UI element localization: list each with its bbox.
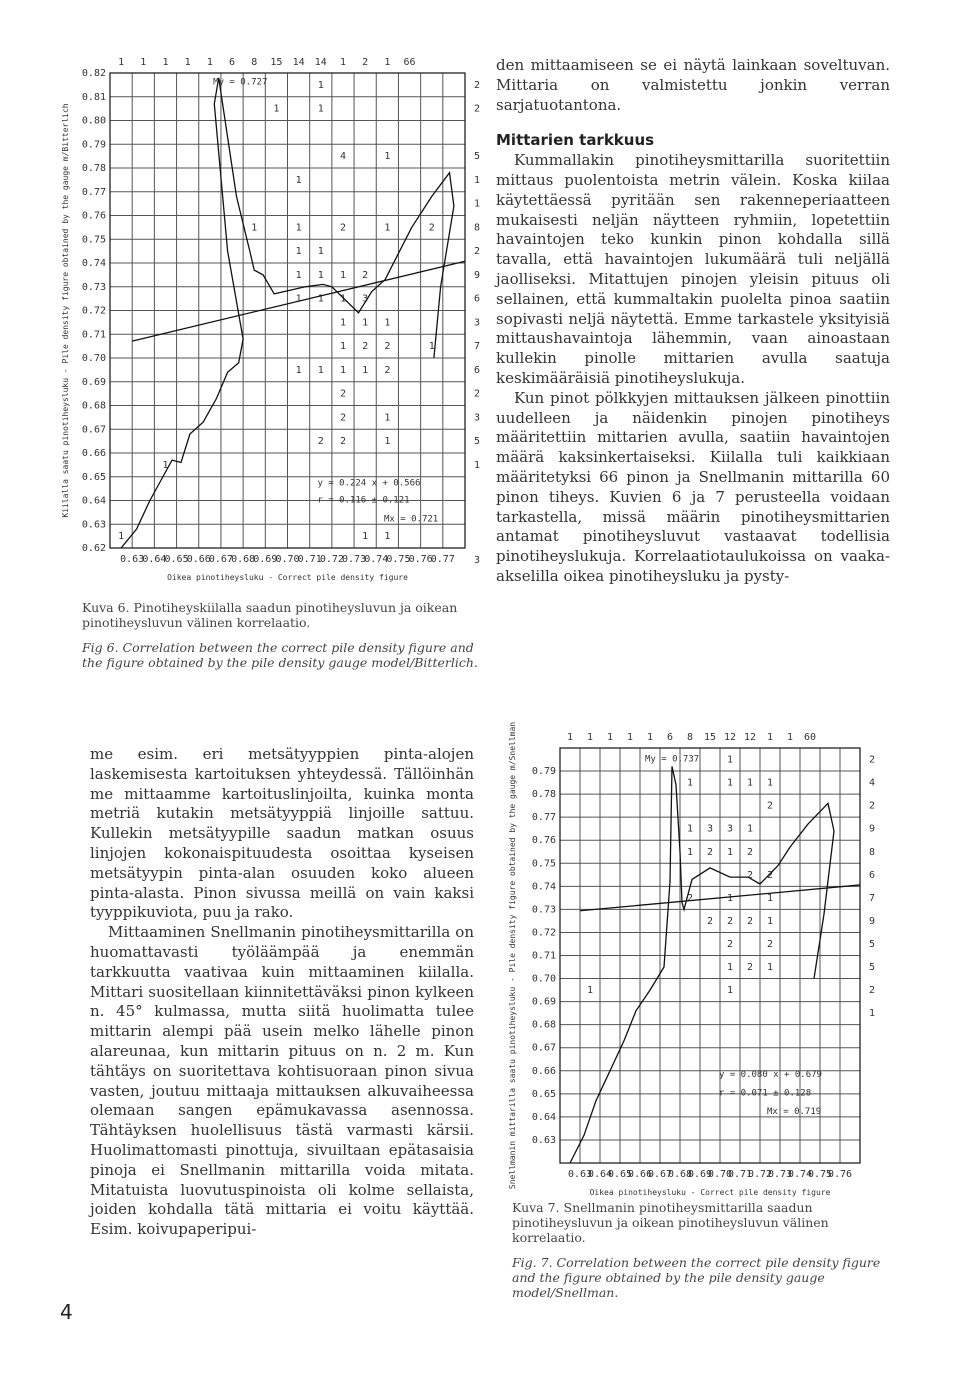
top-count: 1 [140, 57, 147, 68]
x-tick-label: 0.77 [430, 554, 455, 565]
cell-count: 1 [118, 531, 125, 543]
cell-count: 1 [317, 269, 324, 281]
cell-count: 1 [384, 317, 391, 329]
x-tick-label: 0.75 [386, 554, 411, 565]
cell-count: 2 [686, 892, 694, 904]
right-count: 7 [868, 892, 876, 904]
cell-count: 1 [339, 269, 346, 281]
top-count: 12 [743, 732, 757, 743]
top-count: 6 [666, 732, 674, 743]
cell-count: 1 [384, 151, 391, 163]
cell-count: 1 [317, 246, 324, 258]
stats-label: y = 0.224 x + 0.566 [317, 478, 421, 489]
right-count: 3 [473, 554, 481, 566]
x-tick-label: 0.69 [253, 554, 278, 565]
cell-count: 4 [339, 151, 346, 163]
top-count: 1 [162, 57, 169, 68]
cell-count: 1 [766, 915, 774, 927]
fig7-caption-fi: Kuva 7. Snellmanin pinotiheysmittarilla saadun pinotiheysluvun ja oikean pinotiheysluvun välinen korrelaatio. [512, 1200, 829, 1245]
y-tick-label: 0.79 [81, 139, 106, 151]
top-count: 14 [314, 57, 327, 68]
x-tick-label: 0.73 [767, 1169, 793, 1180]
cell-count: 1 [726, 892, 734, 904]
cell-count: 1 [384, 222, 391, 234]
right-paragraph-3: Kun pinot pölkkyjen mittauksen jälkeen pinottiin uudelleen ja näidenkin pinojen pinotiheys määritettiin mittarien avulla, saatiin havaintojen määrä kaksinkertaiseksi. Kiilalla tuli kaikkiaan määritetyksi 66 pinon ja Snellmanin mittarilla 60 pinon tiheys. Kuvien 6 ja 7 perusteella voidaan tarkastella, missä määrin pinotiheysmittarien antamat pinotiheysluvut vastaavat todellisia pinotiheyslukuja. Korrelaatiotaulukoissa on vaaka-akselilla oikea pinotiheysluku ja pysty- [496, 388, 890, 585]
y-tick-label: 0.74 [81, 258, 106, 269]
x-tick-label: 0.64 [142, 554, 167, 565]
top-count: 1 [206, 57, 213, 68]
cell-count: 1 [362, 531, 369, 543]
cell-count: 2 [362, 269, 369, 281]
top-count: 6 [229, 57, 236, 68]
x-tick-label: 0.68 [667, 1169, 693, 1180]
x-tick-label: 0.63 [567, 1169, 593, 1180]
stats-label: y = 0.080 x + 0.679 [719, 1070, 822, 1081]
cell-count: 1 [766, 962, 774, 974]
y-tick-label: 0.77 [81, 186, 106, 198]
right-count: 1 [868, 1008, 876, 1020]
cell-count: 2 [746, 962, 754, 974]
right-count: 2 [868, 985, 876, 997]
cell-count: 1 [428, 341, 435, 353]
cell-count: 2 [706, 915, 714, 927]
y-tick-label: 0.68 [81, 400, 106, 412]
cell-count: 1 [251, 222, 258, 234]
y-tick-label: 0.81 [81, 91, 106, 103]
left-paragraph-1: me esim. eri metsätyyppien pinta-alojen laskemisesta kartoituksen yhteydessä. Tällöinhän me mittaamme kartoituslinjoilta, kuinka monta metriä kutakin metsätyyppiä linjoille sattuu. Kullekin metsätyypille saadun matkan osuus linjojen kokonaispituudesta osoittaa kyseisen metsätyypin pinta-alan osuuden koko alueen pinta-alasta. Pinon sivussa meillä on vain kaksi tyyppikuviota, puu ja rako. [90, 745, 474, 922]
top-count: 1 [606, 732, 614, 743]
y-tick-label: 0.75 [81, 234, 106, 246]
right-count: 2 [473, 246, 481, 258]
y-tick-label: 0.64 [81, 495, 106, 507]
y-tick-label: 0.74 [531, 881, 556, 893]
top-count: 15 [270, 57, 283, 68]
x-tick-label: 0.72 [747, 1169, 773, 1180]
stats-label: r = 0.116 ± 0.121 [317, 495, 410, 506]
fig7-svg [505, 718, 905, 1198]
cell-count: 1 [295, 293, 302, 305]
mean-y-label: My = 0.737 [645, 754, 700, 765]
x-tick-label: 0.66 [627, 1169, 653, 1180]
x-tick-label: 0.74 [787, 1169, 813, 1180]
top-count: 1 [184, 57, 191, 68]
cell-count: 1 [726, 846, 734, 858]
cell-count: 1 [362, 317, 369, 329]
top-count: 60 [803, 732, 817, 743]
cell-count: 1 [686, 823, 694, 835]
cell-count: 1 [295, 174, 302, 186]
mean-y-label: My = 0.727 [213, 77, 268, 88]
cell-count: 2 [339, 222, 346, 234]
right-count: 5 [473, 151, 481, 163]
cell-count: 1 [317, 103, 324, 115]
x-axis-label: Oikea pinotiheysluku - Correct pile density figure [589, 1188, 831, 1197]
cell-count: 3 [706, 823, 714, 835]
fig6-chart [60, 40, 480, 600]
section-heading: Mittarien tarkkuus [496, 131, 655, 150]
y-tick-label: 0.66 [81, 448, 106, 459]
fig7-caption-en: Fig. 7. Correlation between the correct pile density figure and the figure obtained by the pile density gauge model/Snellman. [512, 1255, 881, 1300]
x-tick-label: 0.68 [231, 554, 256, 565]
stats-label: r = 0.071 ± 0.128 [719, 1088, 812, 1099]
cell-count: 1 [339, 317, 346, 329]
y-tick-label: 0.72 [81, 305, 106, 317]
cell-count: 2 [726, 915, 734, 927]
fig7-chart [505, 718, 905, 1198]
x-tick-label: 0.64 [587, 1169, 613, 1180]
y-tick-label: 0.71 [81, 329, 106, 341]
fig7-caption [512, 1200, 902, 1300]
y-tick-label: 0.62 [81, 543, 106, 554]
cell-count: 2 [317, 436, 324, 448]
y-tick-label: 0.63 [531, 1134, 556, 1146]
right-count: 4 [868, 777, 876, 789]
x-tick-label: 0.65 [164, 554, 189, 565]
cell-count: 1 [273, 103, 280, 115]
cell-count: 2 [428, 222, 435, 234]
fig6-caption-en: Fig 6. Correlation between the correct pile density figure and the figure obtained by the pile density gauge model/Bitterlich. [82, 640, 478, 670]
x-tick-label: 0.72 [319, 554, 344, 565]
cell-count: 2 [339, 436, 346, 448]
cell-count: 1 [726, 777, 734, 789]
x-tick-label: 0.74 [364, 554, 389, 565]
cell-count: 2 [384, 341, 391, 353]
cell-count: 1 [295, 246, 302, 258]
cell-count: 1 [686, 777, 694, 789]
cell-count: 1 [339, 293, 346, 305]
right-count: 7 [473, 341, 481, 353]
top-count: 1 [339, 57, 346, 68]
left-paragraph-2: Mittaaminen Snellmanin pinotiheysmittarilla on huomattavasti työläämpää ja enemmän tarkkuutta vaativaa kuin mittaaminen kiilalla. Mittari suositellaan kiinnitettäväksi pinon kylkeen n. 45° kulmassa, mutta siitä huolimatta tulee mittarin alempi pää usein melko lähelle pinon alareunaa, kun mittarin pituus on n. 2 m. Kun tähtäys on suoritettava kohtisuoraan pinon sivua vasten, joutuu mittaaja mittauksen alkuvaiheessa olemaan sangen epämukavassa asennossa. Tähtäyksen huolellisuus tästä varmasti kärsii. Huolimattomasti pinottuja, sivuiltaan epätasaisia pinoja ei Snellmanin mittarilla voida mitata. Mitatuista luovutuspinoista oli kolme sellaista, joiden kohdalla tätä mittaria ei voitu käyttää. Esim. koivupaperipui- [90, 923, 474, 1239]
x-tick-label: 0.66 [186, 554, 211, 565]
x-tick-label: 0.67 [647, 1169, 673, 1180]
y-tick-label: 0.67 [81, 424, 106, 436]
cell-count: 1 [726, 962, 734, 974]
y-tick-label: 0.71 [531, 950, 556, 962]
x-tick-label: 0.70 [707, 1169, 733, 1180]
stats-label: Mx = 0.719 [767, 1107, 822, 1118]
cell-count: 1 [339, 364, 346, 376]
right-count: 8 [473, 222, 481, 234]
top-count: 8 [686, 732, 694, 743]
top-count: 1 [566, 732, 574, 743]
stats-label: Mx = 0.721 [384, 514, 439, 525]
cell-count: 1 [295, 222, 302, 234]
y-tick-label: 0.77 [531, 812, 556, 824]
cell-count: 2 [726, 938, 734, 950]
cell-count: 1 [362, 364, 369, 376]
x-tick-label: 0.65 [607, 1169, 633, 1180]
y-axis-label: Snellmanin mittarilla saatu pinotiheysluku - Pile density figure obtained by the gauge m/Snellman [508, 721, 517, 1190]
y-tick-label: 0.69 [81, 376, 106, 388]
y-tick-label: 0.82 [81, 68, 106, 79]
right-count: 2 [473, 79, 481, 91]
y-tick-label: 0.78 [81, 163, 106, 174]
cell-count: 1 [746, 777, 754, 789]
right-count: 9 [868, 915, 876, 927]
cell-count: 1 [317, 79, 324, 91]
cell-count: 2 [746, 846, 754, 858]
right-count: 6 [473, 293, 481, 305]
cell-count: 1 [746, 823, 754, 835]
y-tick-label: 0.67 [531, 1042, 556, 1054]
right-count: 1 [473, 174, 481, 186]
top-count: 1 [626, 732, 634, 743]
y-tick-label: 0.73 [531, 904, 556, 916]
mean-curve [570, 766, 834, 1163]
right-paragraph-2: Kummallakin pinotiheysmittarilla suoritettiin mittaus puolentoista metrin välein. Koska kiilaa käytettäessä pyritään sen rakenneperiaatteen mukaisesti neljän näytteen ryhmiin, lopetettiin havaintojen teko kunkin pinon kohdalla sillä tavalla, että havaintojen lukumäärä tuli neljällä jaolliseksi. Mitattujen pinojen yleisin pituus oli sellainen, että kummaltakin puolelta pinoa saatiin sopivasti neljä näytettä. Emme tarkastele yksityisiä mittaushavaintoja lähemmin, vaan ainoastaan kullekin pinolle mittarien avulla saatuja keskimääräisiä pinotiheyslukuja. [496, 151, 890, 387]
right-column-text [496, 56, 890, 587]
fig6-caption-fi: Kuva 6. Pinotiheyskiilalla saadun pinotiheysluvun ja oikean pinotiheysluvun välinen korrelaatio. [82, 600, 458, 630]
y-tick-label: 0.69 [531, 996, 556, 1008]
y-tick-label: 0.78 [531, 789, 556, 801]
top-count: 12 [723, 732, 737, 743]
top-count: 1 [786, 732, 794, 743]
right-count: 5 [868, 938, 876, 950]
y-axis-label: Kiilalla saatu pinotiheysluku - Pile density figure obtained by the gauge m/Bitterlich [61, 103, 70, 518]
top-count: 1 [586, 732, 594, 743]
right-count: 9 [473, 269, 481, 281]
top-count: 2 [362, 57, 369, 68]
right-count: 1 [473, 459, 481, 471]
cell-count: 1 [766, 777, 774, 789]
cell-count: 1 [339, 341, 346, 353]
top-count: 8 [251, 57, 258, 68]
cell-count: 1 [726, 754, 734, 766]
y-tick-label: 0.63 [81, 519, 106, 531]
y-tick-label: 0.75 [531, 858, 556, 870]
y-tick-label: 0.76 [531, 835, 556, 847]
cell-count: 2 [746, 915, 754, 927]
cell-count: 2 [362, 341, 369, 353]
x-tick-label: 0.73 [342, 554, 367, 565]
right-count: 6 [473, 364, 481, 376]
x-tick-label: 0.63 [120, 554, 145, 565]
right-count: 1 [473, 198, 481, 210]
grid [560, 748, 860, 1163]
y-tick-label: 0.65 [81, 471, 106, 483]
cell-count: 1 [686, 846, 694, 858]
x-tick-label: 0.76 [408, 554, 433, 565]
right-count: 5 [473, 436, 481, 448]
x-tick-label: 0.67 [208, 554, 233, 565]
cell-count: 3 [726, 823, 734, 835]
page-number: 4 [60, 1300, 73, 1324]
left-column-text [90, 745, 474, 1240]
fig6-caption [82, 600, 482, 670]
cell-count: 2 [746, 869, 754, 881]
x-tick-label: 0.70 [275, 554, 300, 565]
top-count: 14 [292, 57, 305, 68]
top-count: 66 [403, 57, 416, 68]
right-count: 2 [868, 800, 876, 812]
y-tick-label: 0.72 [531, 927, 556, 939]
right-count: 3 [473, 317, 481, 329]
right-count: 5 [868, 962, 876, 974]
cell-count: 1 [384, 436, 391, 448]
right-count: 2 [473, 103, 481, 115]
cell-count: 1 [766, 892, 774, 904]
y-tick-label: 0.80 [81, 115, 106, 127]
top-count: 1 [118, 57, 125, 68]
fig6-svg [60, 40, 480, 600]
cell-count: 1 [295, 269, 302, 281]
cell-count: 2 [766, 800, 774, 812]
cell-count: 2 [339, 412, 346, 424]
cell-count: 3 [362, 293, 369, 305]
y-tick-label: 0.68 [531, 1019, 556, 1031]
cell-count: 1 [384, 412, 391, 424]
y-tick-label: 0.76 [81, 210, 106, 222]
cell-count: 2 [339, 388, 346, 400]
cell-count: 1 [317, 364, 324, 376]
top-count: 1 [384, 57, 391, 68]
cell-count: 1 [384, 531, 391, 543]
y-tick-label: 0.70 [81, 353, 106, 364]
cell-count: 1 [586, 985, 594, 997]
cell-count: 1 [295, 364, 302, 376]
right-count: 2 [473, 388, 481, 400]
right-count: 8 [868, 846, 876, 858]
y-tick-label: 0.64 [531, 1111, 556, 1123]
top-count: 1 [646, 732, 654, 743]
right-count: 3 [473, 412, 481, 424]
top-count: 1 [766, 732, 774, 743]
right-count: 6 [868, 869, 876, 881]
cell-count: 1 [317, 293, 324, 305]
x-tick-label: 0.76 [827, 1169, 853, 1180]
y-tick-label: 0.79 [531, 766, 556, 778]
x-axis-label: Oikea pinotiheysluku - Correct pile density figure [167, 573, 408, 582]
cell-count: 2 [766, 869, 774, 881]
cell-count: 1 [726, 985, 734, 997]
cell-count: 2 [384, 364, 391, 376]
cell-count: 2 [766, 938, 774, 950]
right-paragraph-1: den mittaamiseen se ei näytä lainkaan soveltuvan. Mittaria on valmistettu jonkin verran sarjatuotantona. [496, 56, 890, 114]
cell-count: 1 [162, 459, 169, 471]
x-tick-label: 0.71 [727, 1169, 753, 1180]
cell-count: 2 [706, 846, 714, 858]
right-count: 2 [868, 754, 876, 766]
y-tick-label: 0.65 [531, 1088, 556, 1100]
y-tick-label: 0.66 [531, 1065, 556, 1077]
y-tick-label: 0.70 [531, 973, 556, 985]
top-count: 15 [703, 732, 717, 743]
right-count: 9 [868, 823, 876, 835]
x-tick-label: 0.71 [297, 554, 322, 565]
y-tick-label: 0.73 [81, 281, 106, 293]
x-tick-label: 0.75 [807, 1169, 833, 1180]
x-tick-label: 0.69 [687, 1169, 713, 1180]
